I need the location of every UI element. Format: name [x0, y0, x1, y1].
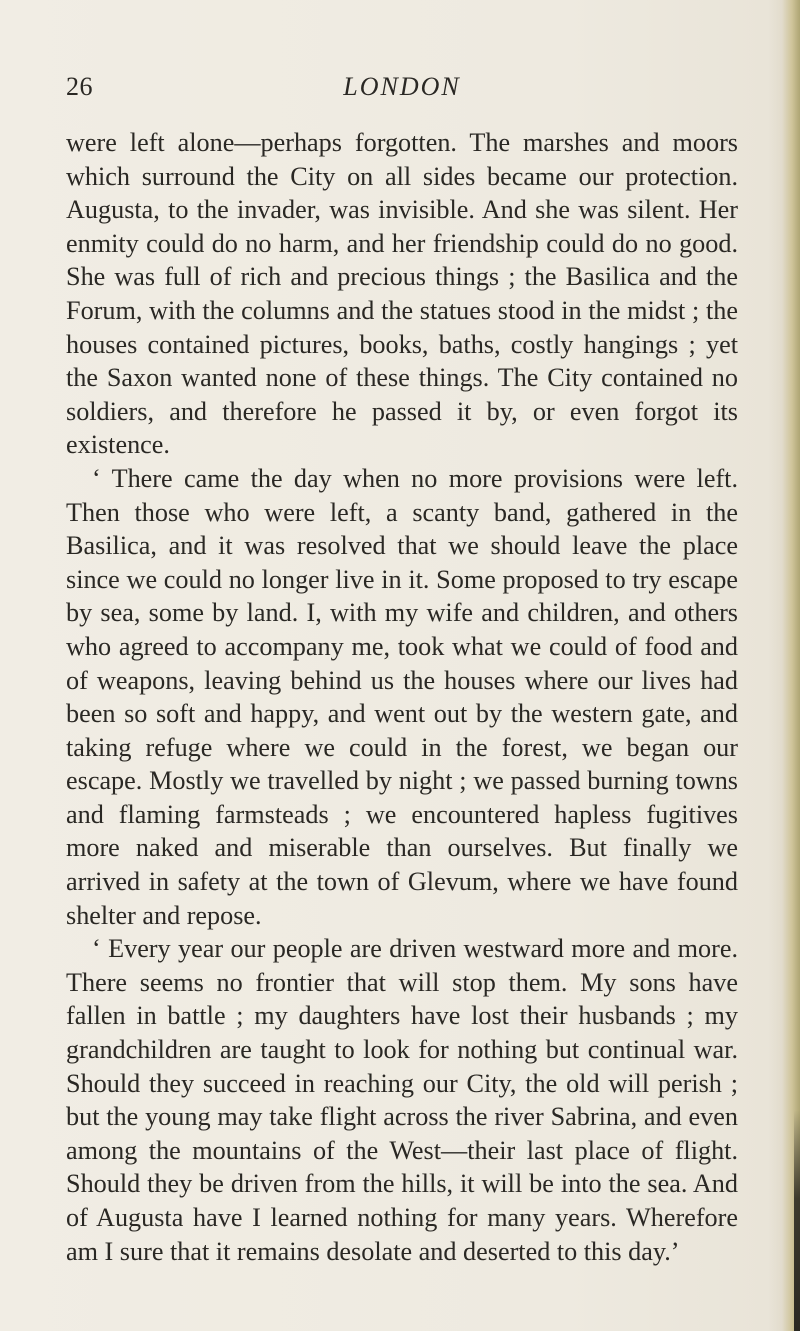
running-title: LONDON — [343, 72, 461, 101]
page-number: 26 — [66, 72, 93, 101]
paragraph-1: were left alone—perhaps forgotten. The marshes and moors which surround the City on all sides became our protection. Augusta, to the invader, was invisible. And she was silent. Her enmity could do no harm, and her friendship could do no good. She was full of rich and precious things ; the Basilica and the Forum, with the columns and the statues stood in the midst ; the houses contained pictures, books, baths, costly hangings ; yet the Saxon wanted none of these things. The City contained no soldiers, and therefore he passed it by, or even forgot its existence. — [66, 128, 738, 460]
body-text — [66, 126, 738, 1268]
paragraph-3: ‘ Every year our people are driven westward more and more. There seems no frontier that will stop them. My sons have fallen in battle ; my daughters have lost their husbands ; my grandchildren are taught to look for nothing but continual war. Should they succeed in reaching our City, the old will perish ; but the young may take flight across the river Sabrina, and even among the mountains of the West—their last place of flight. Should they be driven from the hills, it will be into the sea. And of Augusta have I learned nothing for many years. Wherefore am I sure that it remains desolate and deserted to this day.’ — [66, 934, 738, 1266]
page-header — [66, 72, 738, 106]
page-edge-dark — [794, 1110, 800, 1331]
paragraph-2: ‘ There came the day when no more provisions were left. Then those who were left, a scanty band, gathered in the Basilica, and it was resolved that we should leave the place since we could no longer live in it. Some proposed to try escape by sea, some by land. I, with my wife and children, and others who agreed to accompany me, took what we could of food and of weapons, leaving behind us the houses where our lives had been so soft and happy, and went out by the western gate, and taking refuge where we could in the forest, we began our escape. Mostly we travelled by night ; we passed burning towns and flaming farmsteads ; we encountered hapless fugitives more naked and miserable than ourselves. But finally we arrived in safety at the town of Glevum, where we have found shelter and repose. — [66, 463, 738, 930]
